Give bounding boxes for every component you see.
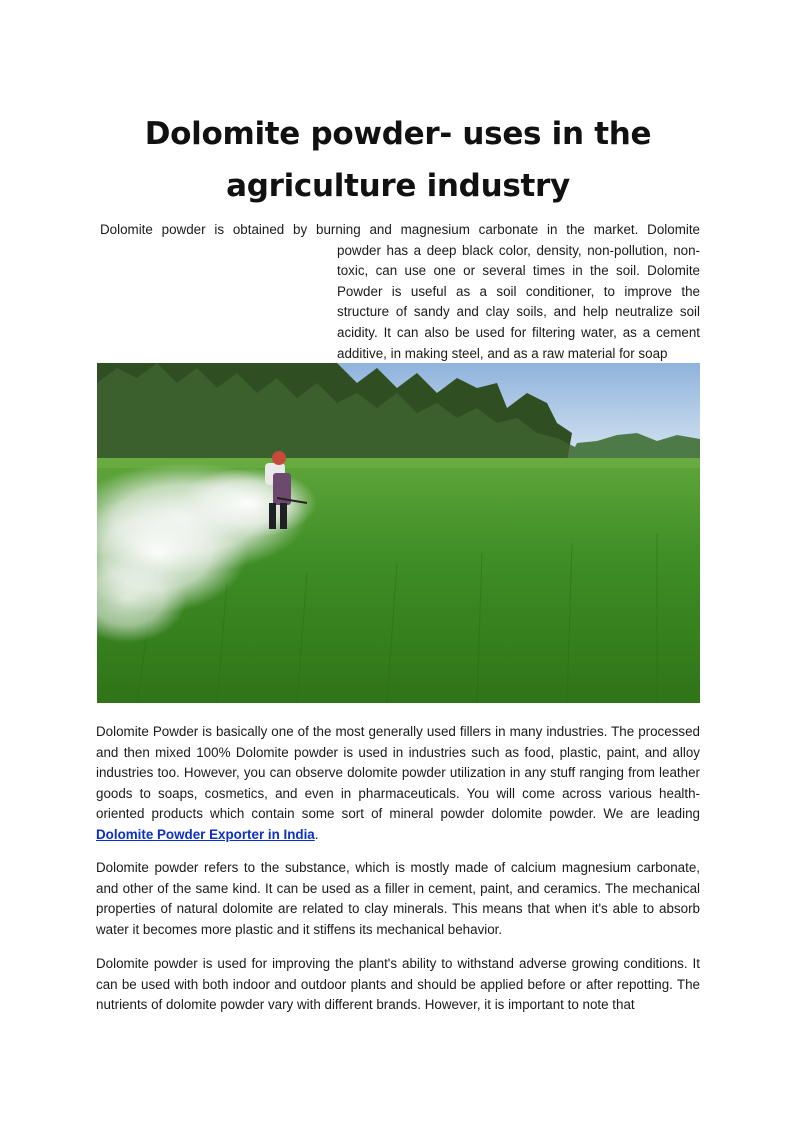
paragraph-uses: [96, 722, 700, 846]
intro-paragraph: powder has a deep black color, density, non-pollution, non-toxic, can use one or several times in the soil. Dolomite Powder is useful as a soil conditioner, to improve the structure of sandy and clay soils, and help neutralize soil acidity. It can also be used for filtering water, as a cement additive, in making steel, and as a raw material for soap: [337, 242, 700, 361]
exporter-link[interactable]: Dolomite Powder Exporter in India: [96, 826, 315, 842]
paragraph-uses-text: Dolomite Powder is basically one of the most generally used fillers in many industries. The processed and then mixed 100% Dolomite powder is used in industries such as food, plastic, paint, and alloy industries too. However, you can observe dolomite powder utilization in any stuff ranging from leather goods to soaps, cosmetics, and even in pharmaceuticals. You will come across various health- oriented products which contain some sort of mineral powder dolomite powder. We are leading: [96, 724, 700, 822]
intro-first-line: Dolomite powder is obtained by burning and magnesium carbonate in the market. Dolomite: [100, 222, 700, 237]
paragraph-definition: Dolomite powder refers to the substance, which is mostly made of calcium magnesium carbonate, and other of the same kind. It can be used as a filler in cement, paint, and ceramics. The mechanical properties of natural dolomite are related to clay minerals. This means that when it's able to absorb water it becomes more plastic and it stiffens its mechanical behavior.: [96, 860, 700, 937]
paragraph-uses-end: .: [314, 826, 319, 842]
field-spraying-photo: [97, 363, 700, 703]
page-title: Dolomite powder- uses in the agriculture industry: [144, 116, 652, 204]
paragraph-plants: Dolomite powder is used for improving the plant's ability to withstand adverse growing conditions. It can be used with both indoor and outdoor plants and should be applied before or after repotting. The nutrients of dolomite powder vary with different brands. However, it is important to note that: [96, 956, 700, 1013]
